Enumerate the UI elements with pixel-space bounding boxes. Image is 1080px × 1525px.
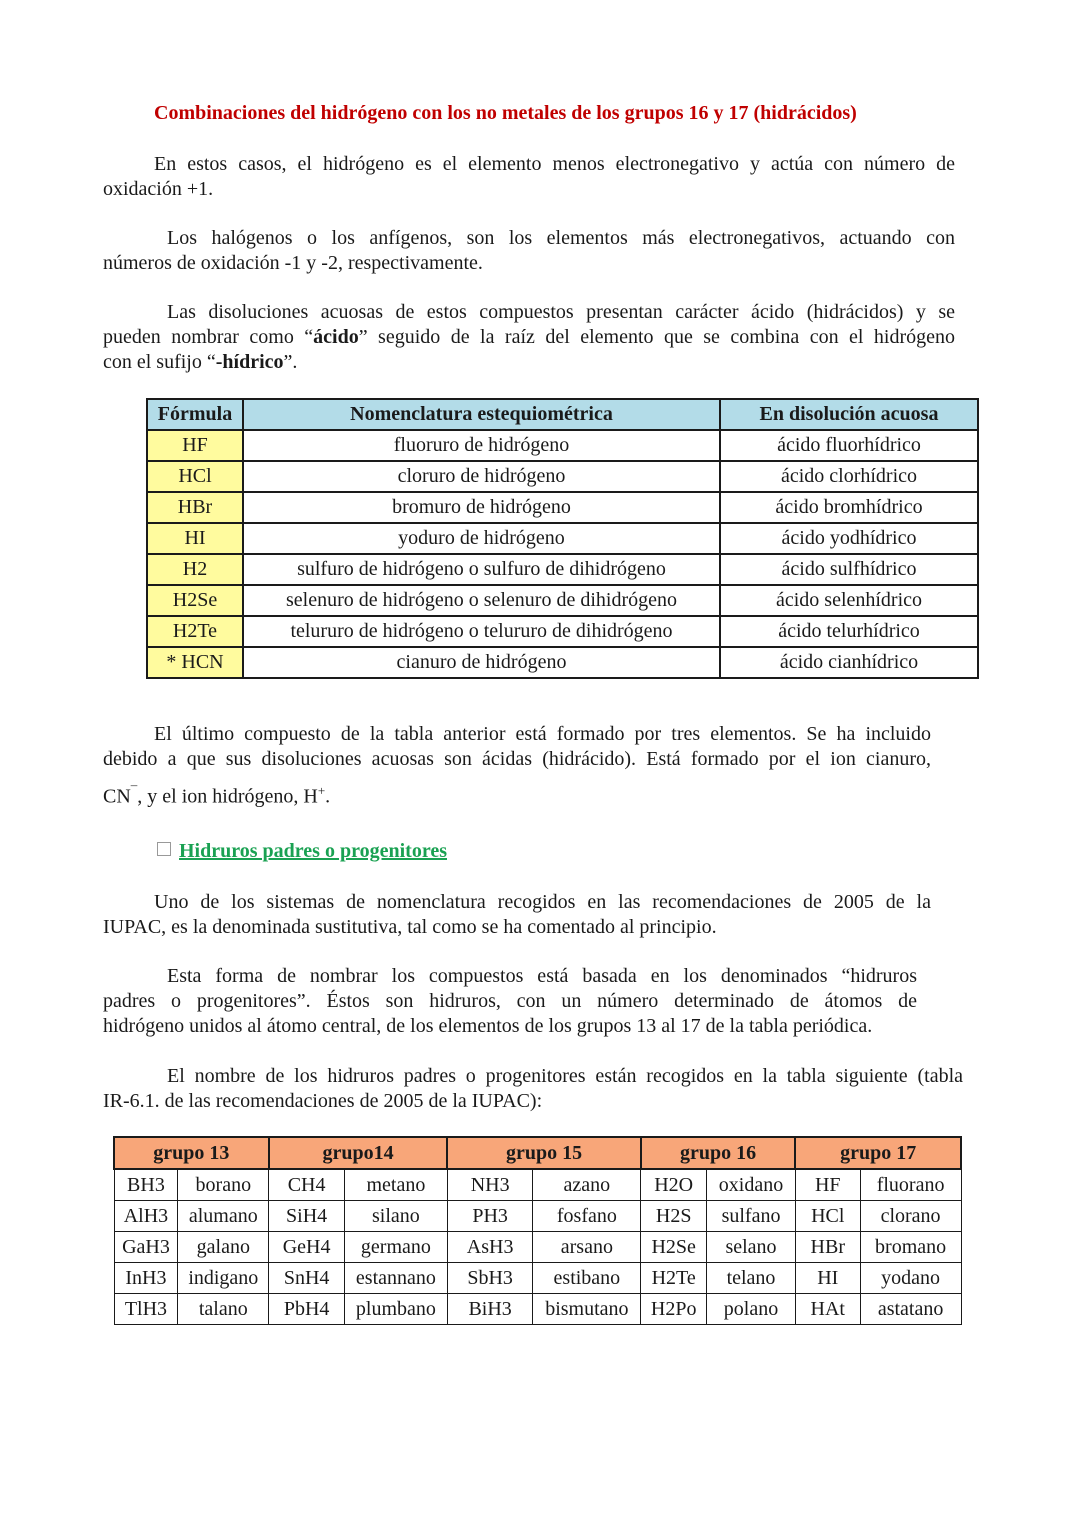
bold-text: -hídrico (215, 351, 284, 373)
superscript: ¯ (130, 783, 138, 798)
aqueous-cell: ácido fluorhídrico (720, 430, 978, 461)
hydride-formula-cell: TlH3 (114, 1294, 178, 1325)
aqueous-cell: ácido telurhídrico (720, 616, 978, 647)
paragraph-line: El último compuesto de la tabla anterior está formado por tres elementos. Se ha incluido (154, 723, 931, 745)
aqueous-cell: ácido cianhídrico (720, 647, 978, 678)
paragraph-5 (103, 890, 931, 940)
formula-cell: HBr (147, 492, 243, 523)
paragraph-7 (103, 1064, 963, 1114)
paragraph-line: debido a que sus disoluciones acuosas son ácidas (hidrácido). Está formado por el ion cianuro, (103, 748, 931, 770)
paragraph-line: padres o progenitores”. Éstos son hidruros, con un número determinado de átomos de (103, 990, 917, 1012)
hydride-name-cell: arsano (533, 1232, 641, 1263)
table-row (147, 585, 978, 616)
text-run: ”. (283, 351, 298, 373)
paragraph-line: En estos casos, el hidrógeno es el elemento menos electronegativo y actúa con número de (154, 153, 955, 175)
formula-cell: HF (147, 430, 243, 461)
paragraph-line: Uno de los sistemas de nomenclatura recogidos en las recomendaciones de 2005 de la (154, 891, 931, 913)
text-run: , y el ion hidrógeno, H (137, 785, 318, 808)
paragraph-line (103, 350, 955, 375)
parent-hydrides-table (113, 1136, 962, 1325)
hydride-formula-cell: HF (795, 1169, 860, 1201)
text-run: pueden nombrar como “ (103, 326, 314, 348)
section-title (157, 840, 447, 863)
text-run: . (325, 785, 331, 808)
formula-cell: * HCN (147, 647, 243, 678)
hydride-formula-cell: CH4 (269, 1169, 345, 1201)
paragraph-4 (103, 722, 931, 810)
nomenclature-cell: bromuro de hidrógeno (243, 492, 720, 523)
table-row (147, 461, 978, 492)
table-row (147, 492, 978, 523)
header-nomenclature: Nomenclatura estequiométrica (243, 399, 720, 430)
hydride-name-cell: plumbano (345, 1294, 448, 1325)
table-row (114, 1263, 961, 1294)
section-title-text: Hidruros padres o progenitores (179, 840, 447, 862)
paragraph-1 (103, 152, 955, 202)
table-row (147, 647, 978, 678)
paragraph-line: IUPAC, es la denominada sustitutiva, tal como se ha comentado al principio. (103, 916, 717, 938)
hydride-name-cell: bromano (860, 1232, 961, 1263)
formula-cell: H2Se (147, 585, 243, 616)
hydride-formula-cell: GaH3 (114, 1232, 178, 1263)
hydride-name-cell: polano (707, 1294, 796, 1325)
paragraph-line: Las disoluciones acuosas de estos compuestos presentan carácter ácido (hidrácidos) y se (167, 301, 955, 323)
hydride-formula-cell: H2Se (641, 1232, 707, 1263)
hydride-formula-cell: HBr (795, 1232, 860, 1263)
nomenclature-cell: selenuro de hidrógeno o selenuro de dihidrógeno (243, 585, 720, 616)
aqueous-cell: ácido clorhídrico (720, 461, 978, 492)
header-formula: Fórmula (147, 399, 243, 430)
hydride-name-cell: telano (707, 1263, 796, 1294)
paragraph-3 (103, 300, 955, 375)
hydride-name-cell: galano (178, 1232, 269, 1263)
hydride-name-cell: indigano (178, 1263, 269, 1294)
header-aqueous: En disolución acuosa (720, 399, 978, 430)
paragraph-2 (103, 226, 955, 276)
nomenclature-cell: sulfuro de hidrógeno o sulfuro de dihidrógeno (243, 554, 720, 585)
paragraph-6 (103, 964, 917, 1039)
header-group-17: grupo 17 (795, 1137, 961, 1169)
header-group-14: grupo14 (269, 1137, 448, 1169)
paragraph-line (103, 325, 955, 350)
hydride-name-cell: sulfano (707, 1201, 796, 1232)
paragraph-line: oxidación +1. (103, 178, 214, 200)
hydride-formula-cell: HAt (795, 1294, 860, 1325)
nomenclature-cell: cloruro de hidrógeno (243, 461, 720, 492)
aqueous-cell: ácido sulfhídrico (720, 554, 978, 585)
section-heading: Combinaciones del hidrógeno con los no metales de los grupos 16 y 17 (hidrácidos) (154, 102, 857, 124)
table-row (114, 1169, 961, 1201)
bold-text: ácido (313, 326, 359, 348)
table-row (114, 1201, 961, 1232)
hydride-formula-cell: NH3 (447, 1169, 533, 1201)
hydride-name-cell: talano (178, 1294, 269, 1325)
hydride-formula-cell: AsH3 (447, 1232, 533, 1263)
hydride-name-cell: yodano (860, 1263, 961, 1294)
hydrides-table-body (114, 1169, 961, 1325)
hydride-name-cell: estibano (533, 1263, 641, 1294)
hydride-formula-cell: H2Te (641, 1263, 707, 1294)
text-run: con el sufijo “ (103, 351, 216, 373)
hydride-formula-cell: HCl (795, 1201, 860, 1232)
paragraph-line: El nombre de los hidruros padres o progenitores están recogidos en la tabla siguiente (tabla (167, 1065, 963, 1087)
formula-cell: H2 (147, 554, 243, 585)
table-header-row (114, 1137, 961, 1169)
table-row (147, 554, 978, 585)
checkbox-bullet-icon (157, 842, 171, 856)
hydride-formula-cell: HI (795, 1263, 860, 1294)
hydride-formula-cell: H2S (641, 1201, 707, 1232)
table-row (147, 523, 978, 554)
hydride-formula-cell: SnH4 (269, 1263, 345, 1294)
hydride-formula-cell: PbH4 (269, 1294, 345, 1325)
paragraph-line (103, 778, 931, 810)
hydride-formula-cell: InH3 (114, 1263, 178, 1294)
nomenclature-cell: cianuro de hidrógeno (243, 647, 720, 678)
formula-cell: H2Te (147, 616, 243, 647)
hydride-formula-cell: PH3 (447, 1201, 533, 1232)
aqueous-cell: ácido selenhídrico (720, 585, 978, 616)
nomenclature-cell: fluoruro de hidrógeno (243, 430, 720, 461)
header-group-16: grupo 16 (641, 1137, 796, 1169)
table-row (114, 1232, 961, 1263)
paragraph-line: hidrógeno unidos al átomo central, de los elementos de los grupos 13 al 17 de la tabla periódica. (103, 1015, 873, 1037)
hydride-name-cell: fosfano (533, 1201, 641, 1232)
hydride-name-cell: fluorano (860, 1169, 961, 1201)
hydride-formula-cell: BH3 (114, 1169, 178, 1201)
superscript: + (317, 783, 326, 798)
hydride-name-cell: alumano (178, 1201, 269, 1232)
hydride-name-cell: metano (345, 1169, 448, 1201)
header-group-15: grupo 15 (447, 1137, 640, 1169)
table-row (114, 1294, 961, 1325)
table-header-row (147, 399, 978, 430)
nomenclature-cell: telururo de hidrógeno o telururo de dihidrógeno (243, 616, 720, 647)
hydride-name-cell: bismutano (533, 1294, 641, 1325)
header-group-13: grupo 13 (114, 1137, 269, 1169)
hydracids-table (146, 398, 979, 679)
paragraph-line: números de oxidación -1 y -2, respectivamente. (103, 252, 483, 274)
paragraph-line: IR-6.1. de las recomendaciones de 2005 de la IUPAC): (103, 1090, 543, 1112)
hydride-formula-cell: GeH4 (269, 1232, 345, 1263)
hydride-formula-cell: SbH3 (447, 1263, 533, 1294)
hydride-name-cell: estannano (345, 1263, 448, 1294)
table-row (147, 430, 978, 461)
hydride-name-cell: astatano (860, 1294, 961, 1325)
hydride-name-cell: oxidano (707, 1169, 796, 1201)
hydride-name-cell: silano (345, 1201, 448, 1232)
text-run: CN (103, 785, 131, 808)
hydride-name-cell: germano (345, 1232, 448, 1263)
hydride-formula-cell: H2Po (641, 1294, 707, 1325)
paragraph-line: Esta forma de nombrar los compuestos está basada en los denominados “hidruros (167, 965, 917, 987)
formula-cell: HCl (147, 461, 243, 492)
text-run: ” seguido de la raíz del elemento que se combina con el hidrógeno (358, 326, 955, 348)
aqueous-cell: ácido bromhídrico (720, 492, 978, 523)
hydride-formula-cell: SiH4 (269, 1201, 345, 1232)
hydride-name-cell: borano (178, 1169, 269, 1201)
table-row (147, 616, 978, 647)
hydride-name-cell: clorano (860, 1201, 961, 1232)
hydride-name-cell: selano (707, 1232, 796, 1263)
hydride-formula-cell: BiH3 (447, 1294, 533, 1325)
paragraph-line: Los halógenos o los anfígenos, son los elementos más electronegativos, actuando con (167, 227, 955, 249)
hydride-formula-cell: H2O (641, 1169, 707, 1201)
nomenclature-cell: yoduro de hidrógeno (243, 523, 720, 554)
hydride-name-cell: azano (533, 1169, 641, 1201)
formula-cell: HI (147, 523, 243, 554)
hydride-formula-cell: AlH3 (114, 1201, 178, 1232)
aqueous-cell: ácido yodhídrico (720, 523, 978, 554)
